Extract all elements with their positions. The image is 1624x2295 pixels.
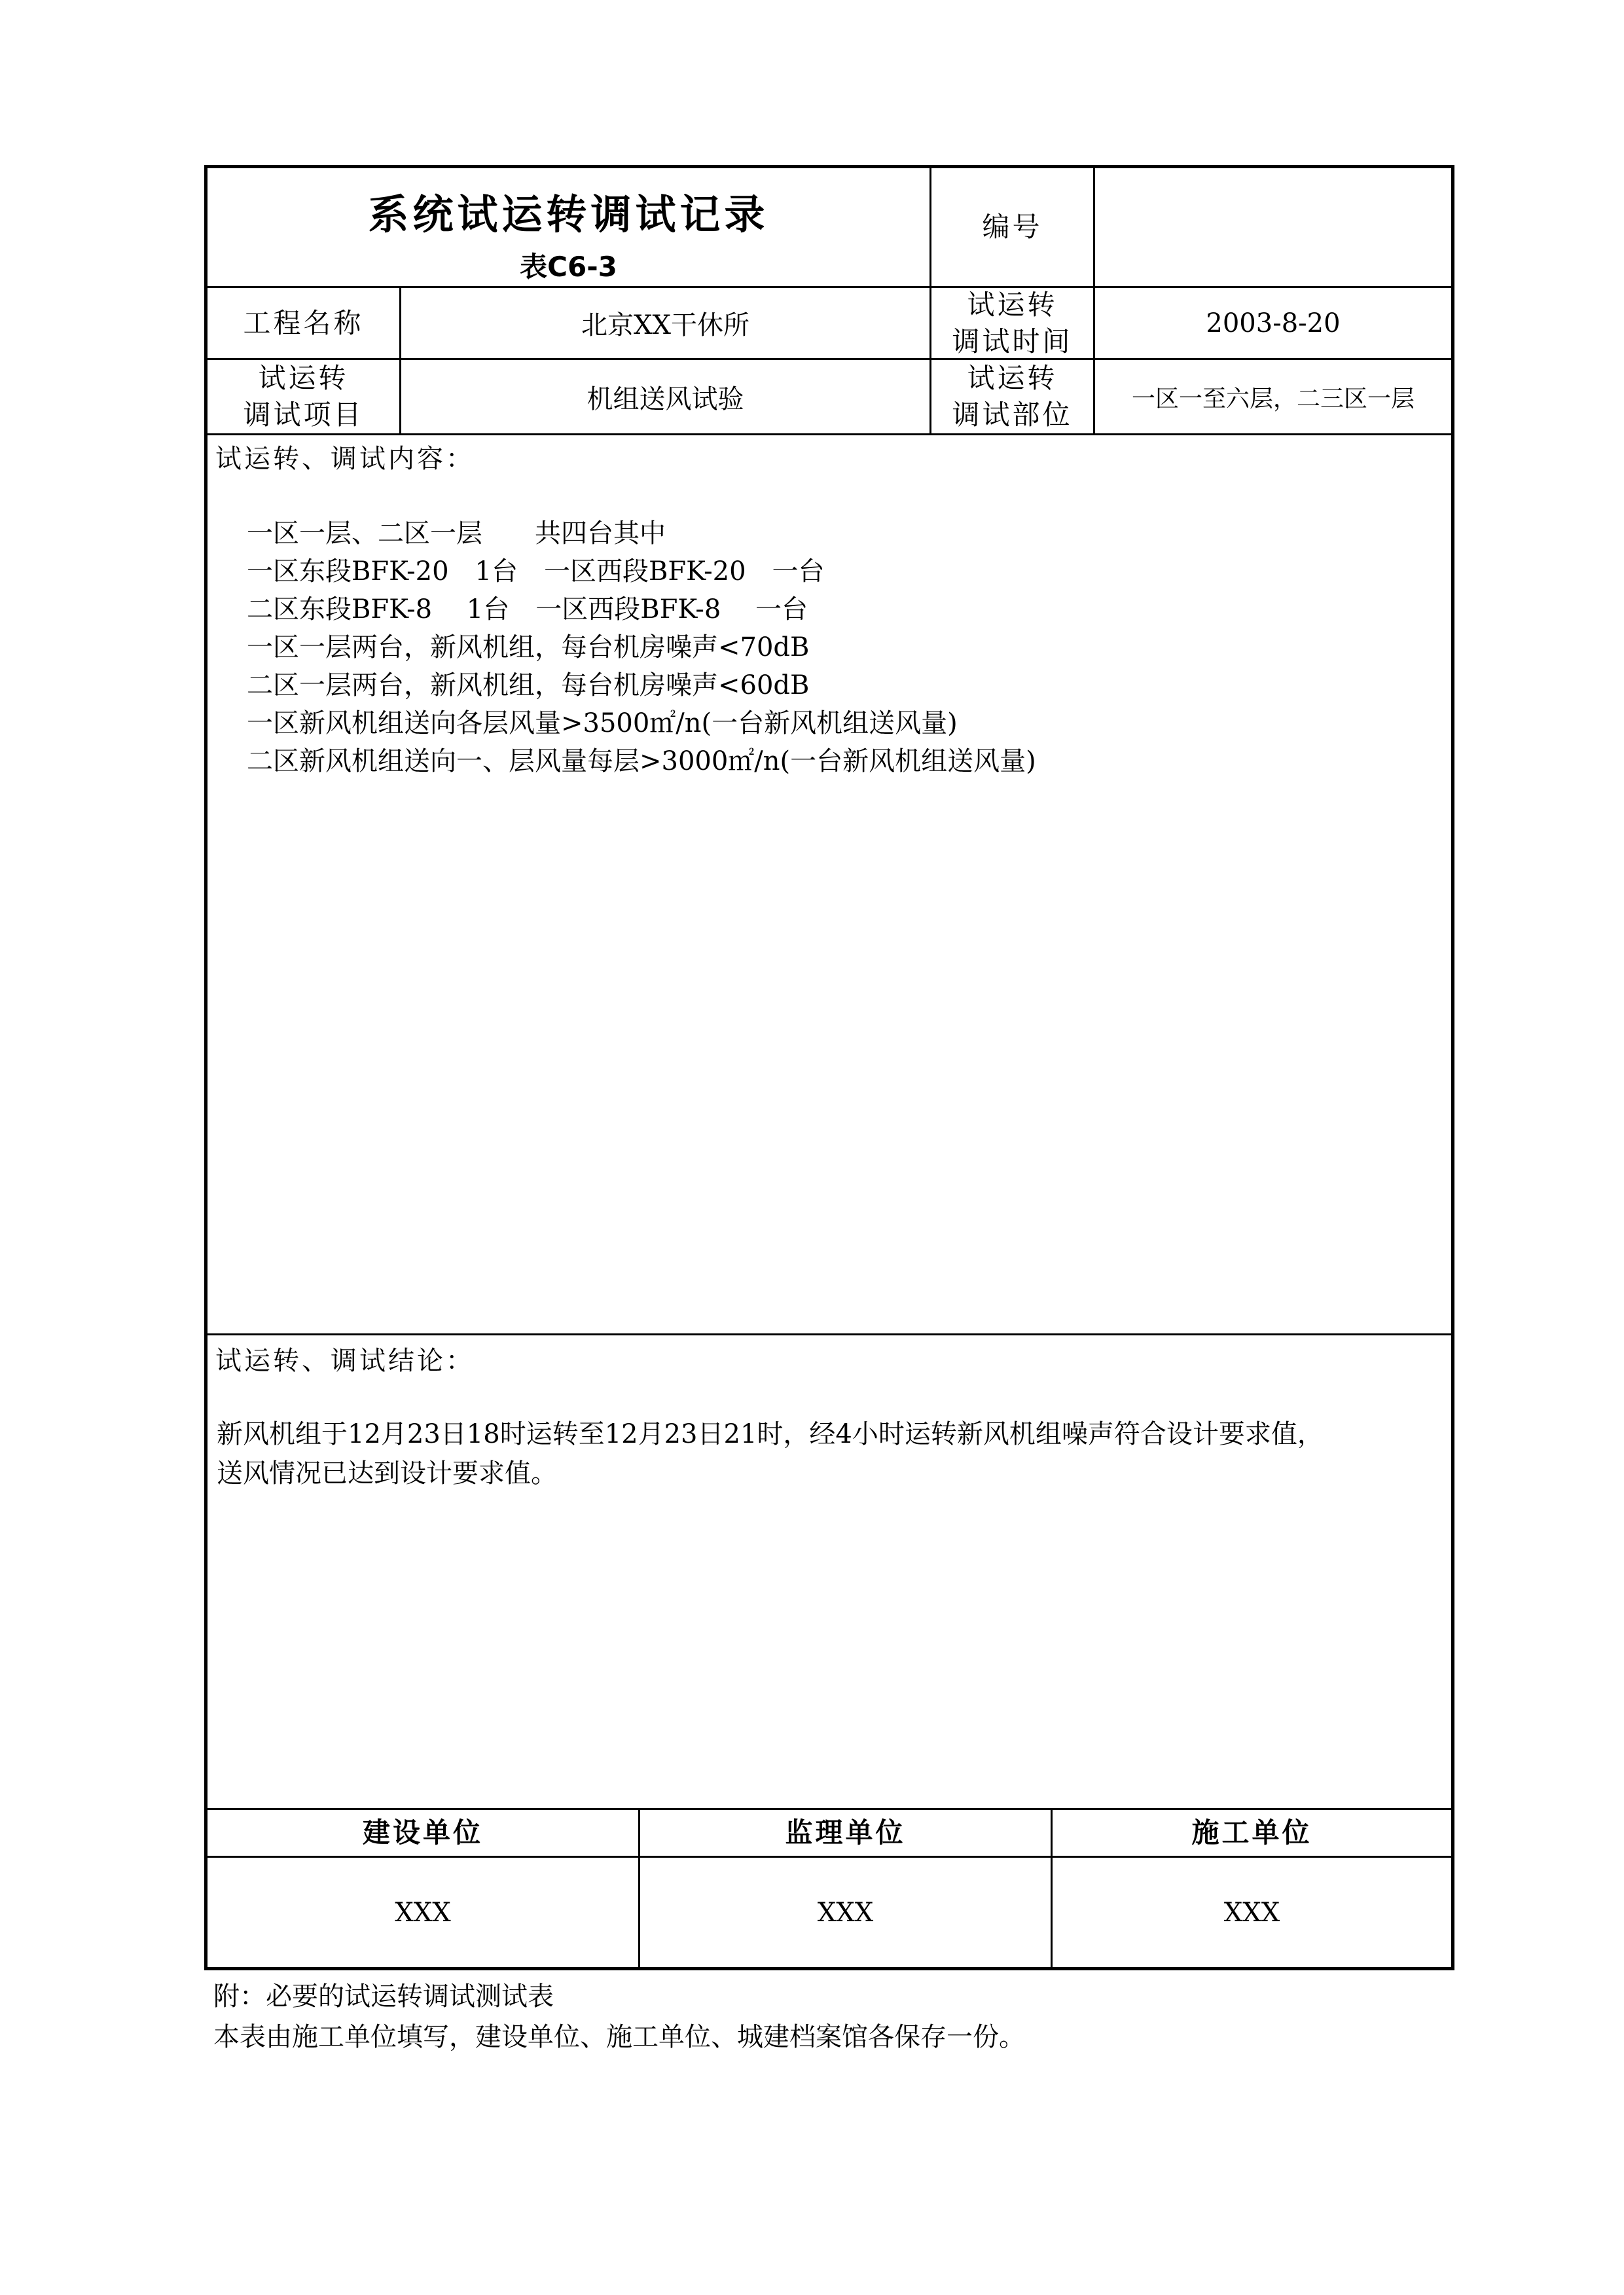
footer-note-attachment: 附：必要的试运转调试测试表 xyxy=(213,1981,554,2012)
test-item-label-line2: 调试项目 xyxy=(243,399,364,431)
test-location-label-line1: 试运转 xyxy=(967,362,1058,394)
supervisor-label: 监理单位 xyxy=(785,1816,906,1849)
contractor-label: 施工单位 xyxy=(1191,1816,1312,1849)
test-location-label-line2: 调试部位 xyxy=(952,399,1073,431)
number-value[interactable] xyxy=(1095,168,1451,286)
conclusion-heading: 试运转、调试结论： xyxy=(215,1346,475,1376)
test-time-label-line2: 调试时间 xyxy=(952,325,1073,357)
owner-label: 建设单位 xyxy=(362,1816,483,1849)
content-line: 二区一层两台，新风机组，每台机房噪声<60dB xyxy=(247,670,810,700)
project-name-value[interactable]: 北京XX干休所 xyxy=(581,310,749,340)
divider xyxy=(208,433,1451,435)
content-line: 一区一层、二区一层 共四台其中 xyxy=(247,518,666,549)
test-item-value[interactable]: 机组送风试验 xyxy=(586,384,744,414)
conclusion-line: 新风机组于12月23日18时运转至12月23日21时，经4小时运转新风机组噪声符合设计要求值， xyxy=(217,1419,1324,1449)
content-line: 二区新风机组送向一、层风量每层>3000㎡/n(一台新风机组送风量) xyxy=(247,746,1036,776)
supervisor-value[interactable]: XXX xyxy=(817,1897,874,1928)
test-location-label xyxy=(931,360,1093,433)
test-time-label-line1: 试运转 xyxy=(967,288,1058,321)
test-record-form xyxy=(204,165,1454,1970)
form-code: 表C6-3 xyxy=(520,251,617,283)
content-heading: 试运转、调试内容： xyxy=(215,444,475,474)
conclusion-line: 送风情况已达到设计要求值。 xyxy=(217,1458,557,1489)
contractor-value[interactable]: XXX xyxy=(1223,1897,1280,1928)
content-line: 一区一层两台，新风机组，每台机房噪声<70dB xyxy=(247,632,810,662)
content-line: 二区东段BFK-8 1台 一区西段BFK-8 一台 xyxy=(247,594,808,624)
divider xyxy=(208,1333,1451,1335)
test-time-label xyxy=(931,288,1093,358)
test-location-value[interactable]: 一区一至六层，二三区一层 xyxy=(1131,385,1415,412)
test-time-value[interactable]: 2003-8-20 xyxy=(1206,308,1341,338)
footer-note-filing: 本表由施工单位填写，建设单位、施工单位、城建档案馆各保存一份。 xyxy=(213,2022,1025,2052)
form-title: 系统试运转调试记录 xyxy=(368,190,769,238)
number-label: 编号 xyxy=(982,211,1043,243)
project-name-label: 工程名称 xyxy=(243,306,364,339)
content-line: 一区新风机组送向各层风量>3500㎡/n(一台新风机组送风量) xyxy=(247,708,958,738)
test-item-label-line1: 试运转 xyxy=(258,362,349,394)
content-line: 一区东段BFK-20 1台 一区西段BFK-20 一台 xyxy=(247,556,825,587)
test-item-label xyxy=(208,360,399,433)
owner-value[interactable]: XXX xyxy=(395,1897,451,1928)
